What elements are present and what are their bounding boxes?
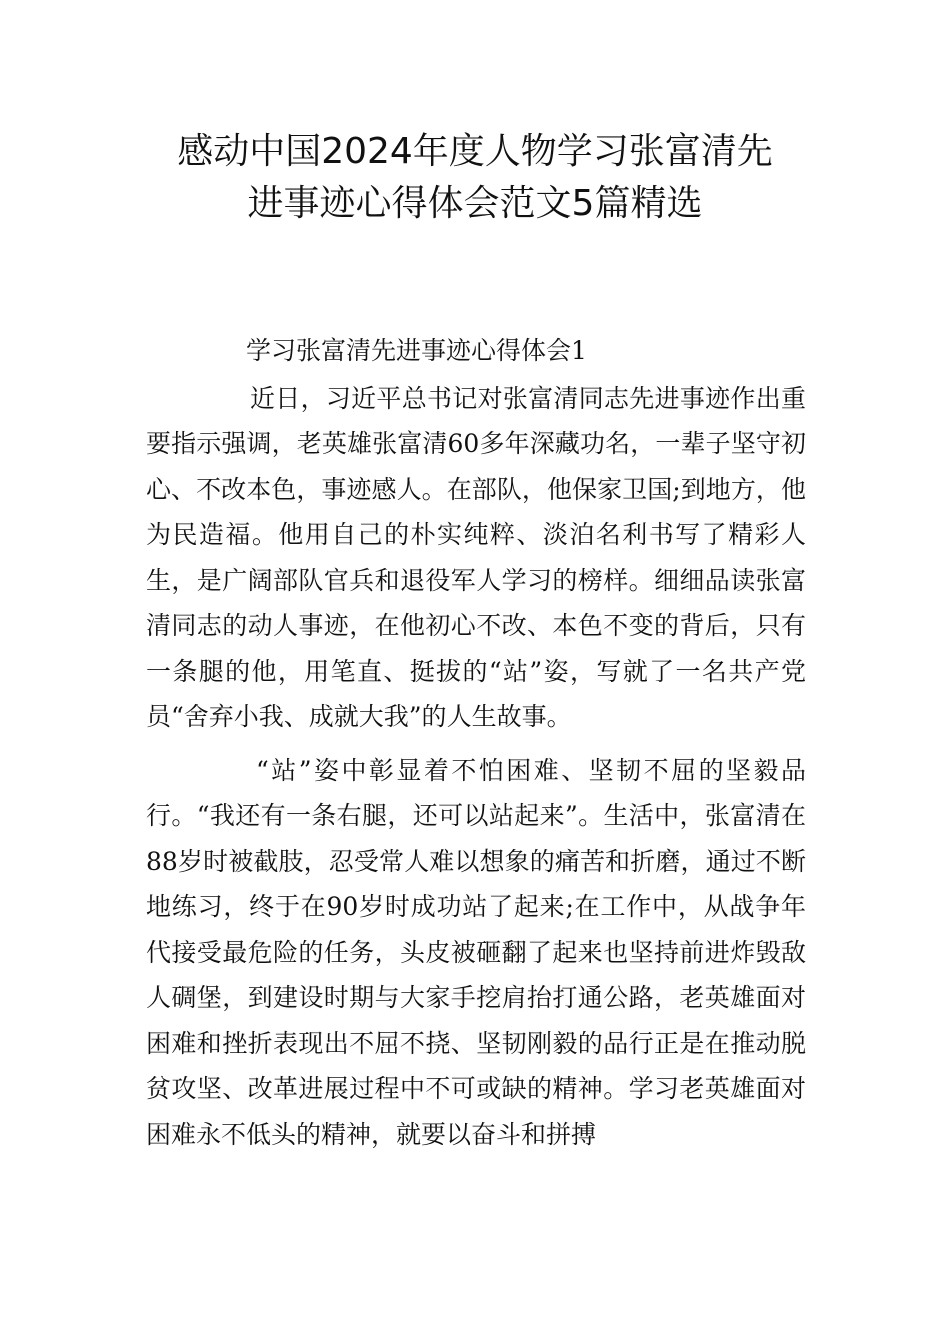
title-line-1: 感动中国2024年度人物学习张富清先 bbox=[177, 131, 773, 172]
document-title bbox=[120, 126, 830, 230]
paragraph: 近日，习近平总书记对张富清同志先进事迹作出重要指示强调，老英雄张富清60多年深藏功名，一辈子坚守初心、不改本色，事迹感人。在部队，他保家卫国;到地方，他为民造福。他用自己的朴实纯粹、淡泊名利书写了精彩人生，是广阔部队官兵和退役军人学习的榜样。细细品读张富清同志的动人事迹，在他初心不改、本色不变的背后，只有一条腿的他，用笔直、挺拔的“站”姿，写就了一名共产党员“舍弃小我、成就大我”的人生故事。 bbox=[146, 383, 806, 731]
document-body bbox=[146, 328, 806, 1157]
title-line-2: 进事迹心得体会范文5篇精选 bbox=[247, 183, 703, 224]
paragraph: “站”姿中彰显着不怕困难、坚韧不屈的坚毅品行。“我还有一条右腿，还可以站起来”。生活中，张富清在88岁时被截肢，忍受常人难以想象的痛苦和折磨，通过不断地练习，终于在90岁时成功站了起来;在工作中，从战争年代接受最危险的任务，头皮被砸翻了起来也坚持前进炸毁敌人碉堡，到建设时期与大家手挖肩抬打通公路，老英雄面对困难和挫折表现出不屈不挠、坚韧刚毅的品行正是在推动脱贫攻坚、改革进展过程中不可或缺的精神。学习老英雄面对困难永不低头的精神，就要以奋斗和拼搏 bbox=[146, 755, 806, 1149]
section-heading: 学习张富清先进事迹心得体会1 bbox=[246, 336, 587, 365]
